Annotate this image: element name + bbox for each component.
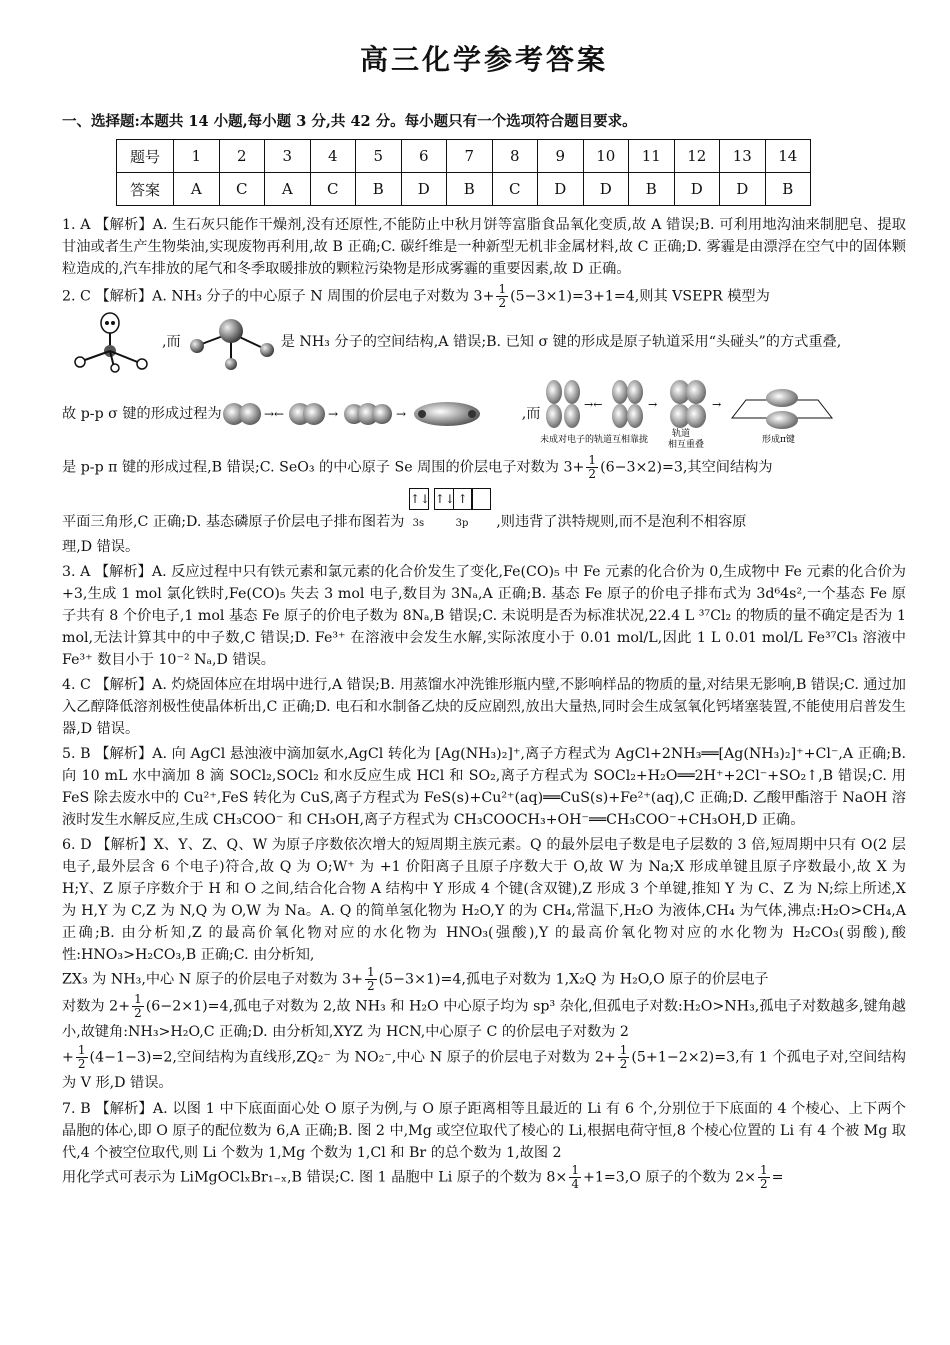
q6-text: ZX₃ 为 NH₃,中心 N 原子的价层电子对数为 3+ [62,971,363,988]
table-cell: A [265,173,311,206]
q2-text: ,而 [521,406,541,422]
table-cell: 9 [538,140,584,173]
pi-bond-formation-diagram-icon [540,378,840,450]
fraction: $\frac{1}{2}$ [498,282,507,310]
table-cell: 6 [401,140,447,173]
question-4: 4. C 【解析】A. 灼烧固体应在坩埚中进行,A 错误;B. 用蒸馏水冲洗锥形瓶内壁,不影响样品的物质的量,对结果无影响,B 错误;C. 通过加入乙醇降低溶剂极性使晶体析出,C 正确;D. 电石和水制备乙炔的反应剧烈,放出大量热,同时会生成氢氧化钙堵塞装置,不能使用启普发生器,D 错误。 [62,677,906,737]
fraction: $\frac{1}{2}$ [588,453,597,481]
q6-line-b [62,966,906,993]
q6-text: 对数为 2+ [62,998,131,1015]
pi-caption-1: 未成对电子的轨道互相靠拢 [540,435,649,445]
table-cell: 3 [265,140,311,173]
svg-text:→: → [712,398,722,411]
table-cell: D [583,173,629,206]
svg-text:→: → [327,407,338,421]
q6-text: + [62,1049,74,1066]
orbital-3p [434,487,490,536]
q2-text: ,则违背了洪特规则,而不是泡利不相容原 [496,514,747,530]
answer-table [116,139,811,206]
pi-caption-3: 相互重叠 [668,440,705,450]
table-row-numbers [117,140,811,173]
nh3-trigonal-pyramid-icon [181,311,281,373]
pi-caption-4: 形成π键 [762,435,796,445]
table-cell: D [720,173,766,206]
orbital-label: 3p [455,518,469,529]
fraction: $\frac{1}{2}$ [619,1043,628,1071]
q2-sigma-row [62,374,906,454]
q2-line-1 [62,283,906,310]
q2-text: (6−3×2)=3,其空间结构为 [600,459,773,476]
table-cell: D [401,173,447,206]
table-cell: 13 [720,140,766,173]
svg-text:→←: →← [263,407,284,421]
pi-caption-2: 轨道 [672,429,691,439]
q2-text: 是 NH₃ 分子的空间结构,A 错误;B. 已知 σ 键的形成是原子轨道采用“头碰头”的方式重叠, [280,334,842,350]
q7-text: 7. B 【解析】A. 以图 1 中下底面面心处 O 原子为例,与 O 原子距离相等且最近的 Li 有 6 个,分别位于下底面的 4 个棱心、上下两个晶胞的体心,即 O 原子的配位数为 6,A 正确;B. 图 2 中,Mg 或空位取代了棱心的 Li,根据电荷守恒,8 个棱心位置的 Li 有 4 个被 Mg 取代,4 个被空位取代,则 Li 个数为 1,Mg 个数为 1,Cl 和 Br 的总个数为 1,故图 2 [62,1101,906,1161]
table-cell: B [765,173,811,206]
table-cell: 12 [674,140,720,173]
table-cell: D [538,173,584,206]
question-5: 5. B 【解析】A. 向 AgCl 悬浊液中滴加氨水,AgCl 转化为 [Ag(NH₃)₂]⁺,离子方程式为 AgCl+2NH₃══[Ag(NH₃)₂]⁺+Cl⁻,A 正确;B. 向 10 mL 水中滴加 8 滴 SOCl₂,SOCl₂ 和水反应生成 HCl 和 SO₂,离子方程式为 SOCl₂+H₂O══2H⁺+2Cl⁻+SO₂↑,B 错误;C. 用 FeS 除去废水中的 Cu²⁺,FeS 转化为 CuS,离子方程式为 FeS(s)+Cu²⁺(aq)══CuS(s)+Fe²⁺(aq),C 正确;D. 乙酸甲酯溶于 NaOH 溶液时发生水解反应,生成 CH₃COO⁻ 和 CH₃OH,离子方程式为 CH₃COOCH₃+OH⁻══CH₃COO⁻+CH₃OH,D 正确。 [62,746,906,828]
q7-line-b [62,1164,906,1191]
table-cell: D [674,173,720,206]
orbital-label: 3s [412,518,425,529]
table-row-answers [117,173,811,206]
table-cell: C [310,173,356,206]
orbital-box: ↑ [453,488,473,510]
question-2 [62,283,906,558]
orbital-box: ↑↓ [434,488,454,510]
question-7 [62,1098,906,1191]
page-title: 高三化学参考答案 [359,43,608,76]
table-cell: B [447,173,493,206]
sigma-bond-formation-diagram-icon [222,394,522,434]
table-cell: 1 [174,140,220,173]
q2-line-5 [62,487,906,536]
fraction: $\frac{1}{2}$ [134,992,142,1020]
q6-line-d [62,1044,906,1095]
q7-text: = [771,1169,784,1186]
q7-text: +1=3,O 原子的个数为 2× [582,1169,756,1186]
svg-text:→←: →← [584,398,603,411]
table-cell: 5 [356,140,402,173]
table-cell: 7 [447,140,493,173]
q2-text: 是 p-p π 键的形成过程,B 错误;C. SeO₃ 的中心原子 Se 周围的价层电子对数为 3+ [62,459,585,476]
q6-text: (4−1−3)=2,空间结构为直线形,ZQ₂⁻ 为 NO₂⁻,中心 N 原子的价层电子对数为 2+ [89,1049,616,1066]
q2-text: (5−3×1)=3+1=4,则其 VSEPR 模型为 [510,288,770,305]
table-cell: C [492,173,538,206]
svg-text:→: → [648,398,658,411]
q2-text: 2. C 【解析】A. NH₃ 分子的中心原子 N 周围的价层电子对数为 3+ [62,288,495,305]
table-cell: 11 [629,140,675,173]
table-cell: C [219,173,265,206]
table-cell: B [356,173,402,206]
table-cell: A [174,173,220,206]
table-cell: 10 [583,140,629,173]
svg-text:→: → [395,407,406,421]
fraction: $\frac{1}{2}$ [366,965,375,993]
q2-line-6: 理,D 错误。 [62,539,140,555]
question-3: 3. A 【解析】A. 反应过程中只有铁元素和氯元素的化合价发生了变化,Fe(CO)₅ 中 Fe 元素的化合价为 0,生成物中 Fe 元素的化合价为 +3,生成 1 mol 氯化铁时,Fe(CO)₅ 失去 3 mol 电子,数目为 3Nₐ,A 正确;B. 基态 Fe 原子的价电子排布式为 3d⁶4s²,一个基态 Fe 原子共有 8 个价电子,1 mol 基态 Fe 原子的价电子数为 8Nₐ,B 错误;C. 未说明是否为标准状况,22.4 L ³⁷Cl₂ 的物质的量不确定是否为 1 mol,无法计算其中的中子数,C 错误;D. Fe³⁺ 在溶液中会发生水解,实际浓度小于 0.01 mol/L,因此 1 L 0.01 mol/L Fe³⁷Cl₃ 溶液中 Fe³⁺ 数目小于 10⁻² Nₐ,D 错误。 [62,564,906,668]
q6-text: (5−3×1)=4,孤电子对数为 1,X₂Q 为 H₂O,O 原子的价层电子 [378,971,769,988]
orbital-box [471,488,491,510]
question-1: 1. A 【解析】A. 生石灰只能作干燥剂,没有还原性,不能防止中秋月饼等富脂食品氧化变质,故 A 错误;B. 可利用地沟油来制肥皂、提取甘油或者生产生物柴油,实现废物再利用,故 B 正确;C. 碳纤维是一种新型无机非金属材料,故 C 正确;D. 雾霾是由漂浮在空气中的固体颗粒造成的,汽车排放的尾气和冬季取暖排放的颗粒污染物是形成雾霾的重要因素,故 D 正确。 [62,217,906,277]
table-cell: 2 [219,140,265,173]
table-cell: 14 [765,140,811,173]
section-heading: 一、选择题:本题共 14 小题,每小题 3 分,共 42 分。每小题只有一个选项符合题目要求。 [62,113,637,130]
table-cell: 8 [492,140,538,173]
row-label: 题号 [117,140,174,173]
orbital-box: ↑↓ [409,488,429,510]
fraction: $\frac{1}{2}$ [77,1043,86,1071]
table-cell: 4 [310,140,356,173]
q2-text: 故 p-p σ 键的形成过程为 [62,406,222,422]
orbital-3s [409,487,431,536]
q2-text: ,而 [162,334,181,350]
q2-text: 平面三角形,C 正确;D. 基态磷原子价层电子排布图若为 [62,514,405,530]
q6-text: (6−2×1)=4,孤电子对数为 2,故 NH₃ 和 H₂O 中心原子均为 sp³ 杂化,但孤电子对数:H₂O>NH₃,孤电子对数越多,键角越小,故键角:NH₃>H₂O,C 正确;D. 由分析知,XYZ 为 HCN,中心原子 C 的价层电子对数为 2 [62,998,906,1040]
question-6 [62,834,906,1095]
q2-vsepr-row [62,310,906,374]
table-cell: B [629,173,675,206]
fraction: $\frac{1}{4}$ [571,1163,579,1191]
fraction: $\frac{1}{2}$ [759,1163,768,1191]
q2-line-4 [62,454,906,481]
q7-text: 用化学式可表示为 LiMgOClₓBr₁₋ₓ,B 错误;C. 图 1 晶胞中 Li 原子的个数为 8× [62,1169,568,1186]
q6-line-c [62,993,906,1044]
vsepr-tetrahedral-model-icon [62,311,162,373]
q6-text: 6. D 【解析】X、Y、Z、Q、W 为原子序数依次增大的短周期主族元素。Q 的最外层电子数是电子层数的 3 倍,短周期中只有 O(2 层电子,最外层含 6 个电子)符合,故 Q 为 O;W⁺ 为 +1 价阳离子且原子序数大于 O,故 W 为 Na;X 形成单键且原子序数最小,故 X 为 H;Y、Z 原子序数介于 H 和 O 之间,结合化合物 A 结构中 Y 形成 4 个键(含双键),Z 形成 3 个单键,推知 Y 为 C、Z 为 N;综上所述,X 为 H,Y 为 C,Z 为 N,Q 为 O,W 为 Na。A. Q 的简单氢化物为 H₂O,Y 的为 CH₄,常温下,H₂O 为液体,CH₄ 为气体,沸点:H₂O>CH₄,A 正确;B. 由分析知,Z 的最高价氧化物对应的水化物为 HNO₃(强酸),Y 的最高价氧化物对应的水化物为 H₂CO₃(弱酸),酸性:HNO₃>H₂CO₃,B 正确;C. 由分析知, [62,837,906,963]
row-label: 答案 [117,173,174,206]
q6-text: (5+1−2×2)=3,有 1 个孤电子对,空间结构为 V 形,D 错误。 [62,1049,906,1091]
